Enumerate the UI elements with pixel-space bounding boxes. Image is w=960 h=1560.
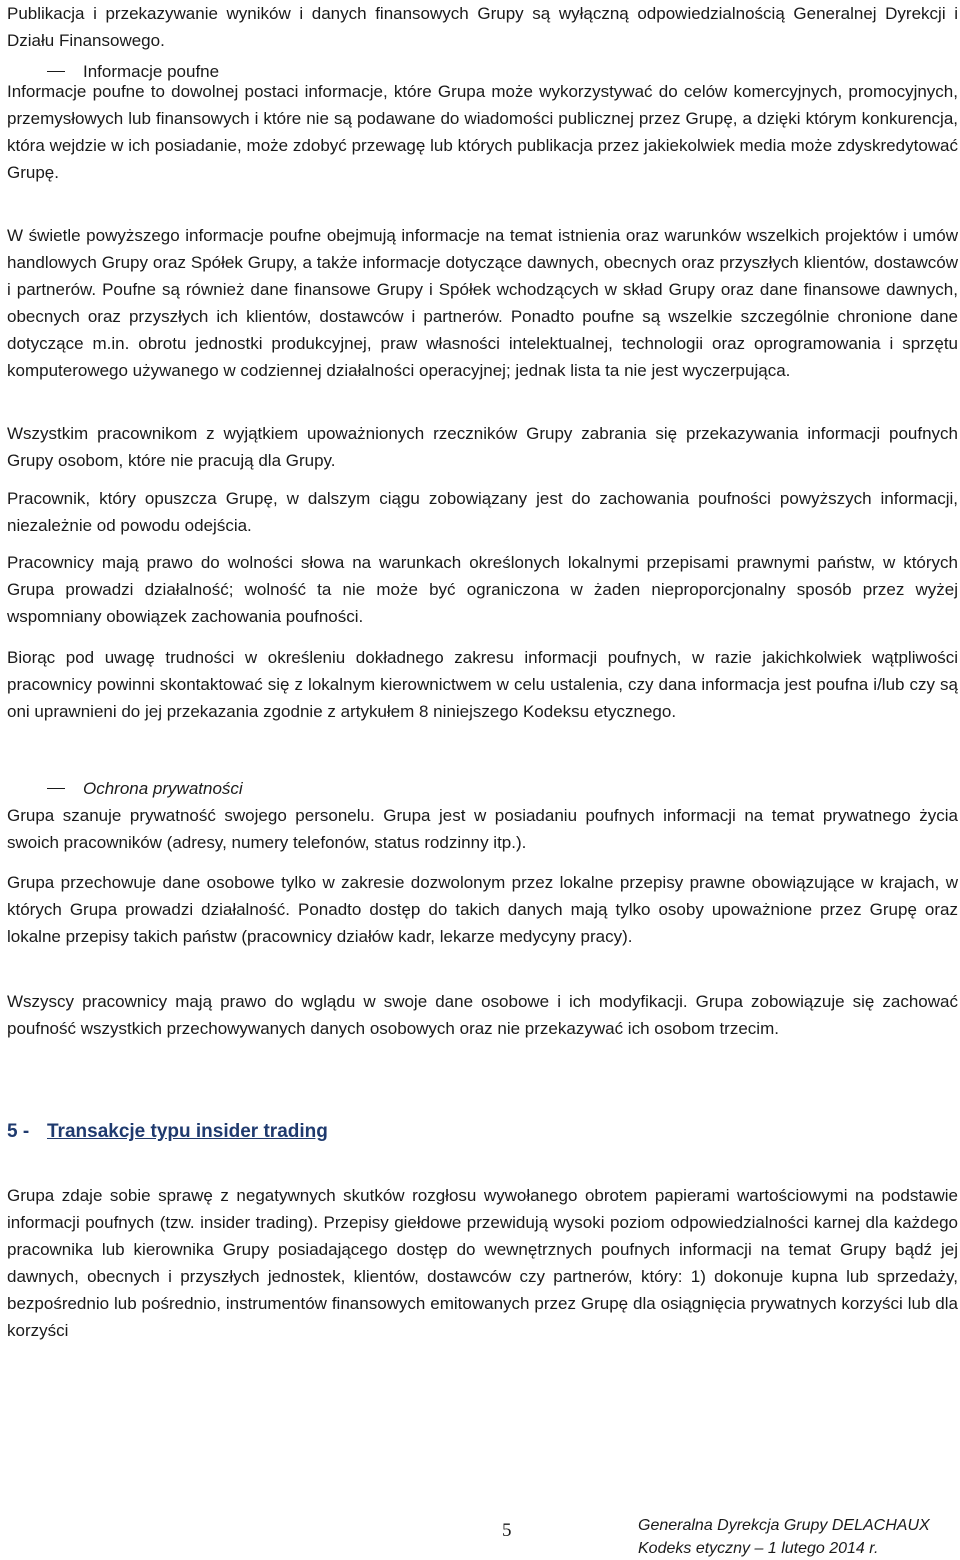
paragraph-free-speech: Pracownicy mają prawo do wolności słowa na warunkach określonych lokalnymi przepisami prawnymi państw, w których Grupa prowadzi działalność; wolność ta nie może być ograniczona w żaden nieproporcjonalny sposób przez wyżej wspomniany obowiązek zachowania poufności. <box>7 553 958 626</box>
footer-line-document: Kodeks etyczny – 1 lutego 2014 r. <box>638 1540 879 1557</box>
footer-line-organization: Generalna Dyrekcja Grupy DELACHAUX <box>638 1517 930 1534</box>
paragraph-contact-management: Biorąc pod uwagę trudności w określeniu dokładnego zakresu informacji poufnych, w razie jakichkolwiek wątpliwości pracownicy powinni skontaktować się z lokalnym kierownictwem w celu ustalenia, czy dana informacja jest poufna i/lub czy są oni uprawnieni do jej przekazania zgodnie z artykułem 8 niniejszego Kodeksu etycznego. <box>7 648 958 721</box>
paragraph-data-access: Wszyscy pracownicy mają prawo do wglądu w swoje dane osobowe i ich modyfikacji. Grupa zobowiązuje się zachować poufność wszystkich przechowywanych danych osobowych oraz nie przekazywać ich osobom trzecim. <box>7 992 958 1038</box>
subheading-confidential-label: Informacje poufne <box>83 62 220 81</box>
footer <box>638 1514 938 1560</box>
paragraph-confidential-scope: W świetle powyższego informacje poufne obejmują informacje na temat istnienia oraz warunków wszelkich projektów i umów handlowych Grupy oraz Spółek Grupy, a także informacje dotyczące dawnych, obecnych oraz przyszłych klientów, dostawców i partnerów. Poufne są również dane finansowe Grupy i Spółek wchodzących w skład Grupy oraz dane finansowe dawnych, obecnych oraz przyszłych ich klientów, dostawców i partnerów. Ponadto poufne są wszelkie szczególnie chronione dane dotyczące m.in. obrotu jednostki produkcyjnej, praw własności intelektualnej, technologii oraz oprogramowania i sprzętu komputerowego używanego w codziennej działalności operacyjnej; jednak lista ta nie jest wyczerpująca. <box>7 226 958 380</box>
section-title: Transakcje typu insider trading <box>47 1121 328 1142</box>
section-number: 5 - <box>7 1121 30 1142</box>
dash-bullet-icon <box>47 788 65 789</box>
page-number: 5 <box>502 1520 512 1541</box>
subheading-privacy-label: Ochrona prywatności <box>83 779 243 798</box>
dash-bullet-icon <box>47 71 65 72</box>
paragraph-leaving-employee: Pracownik, który opuszcza Grupę, w dalszym ciągu zobowiązany jest do zachowania poufności powyższych informacji, niezależnie od powodu odejścia. <box>7 489 958 535</box>
paragraph-personal-data: Grupa przechowuje dane osobowe tylko w zakresie dozwolonym przez lokalne przepisy prawne obowiązujące w krajach, w których Grupa prowadzi działalność. Ponadto dostęp do takich danych mają tylko osoby upoważnione przez Grupę oraz lokalne przepisy takich państw (pracownicy działów kadr, lekarze medycyny pracy). <box>7 873 958 946</box>
paragraph-disclosure-ban: Wszystkim pracownikom z wyjątkiem upoważnionych rzeczników Grupy zabrania się przekazywania informacji poufnych Grupy osobom, które nie pracują dla Grupy. <box>7 424 958 470</box>
paragraph-publication: Publikacja i przekazywanie wyników i danych finansowych Grupy są wyłączną odpowiedzialnością Generalnej Dyrekcji i Działu Finansowego. <box>7 4 958 50</box>
paragraph-confidential-definition: Informacje poufne to dowolnej postaci informacje, które Grupa może wykorzystywać do celów komercyjnych, promocyjnych, przemysłowych lub finansowych i które nie są podawane do wiadomości publicznej przez Grupę, a dzięki którym konkurencja, która wejdzie w ich posiadanie, może zdobyć przewagę lub których publikacja przez jakiekolwiek media może zdyskredytować Grupę. <box>7 82 958 182</box>
paragraph-privacy-respect: Grupa szanuje prywatność swojego personelu. Grupa jest w posiadaniu poufnych informacji na temat prywatnego życia swoich pracowników (adresy, numery telefonów, status rodzinny itp.). <box>7 806 958 852</box>
section-heading <box>7 1118 328 1146</box>
paragraph-insider-trading: Grupa zdaje sobie sprawę z negatywnych skutków rozgłosu wywołanego obrotem papierami wartościowymi na podstawie informacji poufnych (tzw. insider trading). Przepisy giełdowe przewidują wysoki poziom odpowiedzialności karnej dla każdego pracownika lub kierownika Grupy posiadającego dostęp do wewnętrznych poufnych informacji na temat Grupy bądź jej dawnych, obecnych i przyszłych jednostek, klientów, dostawców czy partnerów, który: 1) dokonuje kupna lub sprzedaży, bezpośrednio lub pośrednio, instrumentów finansowych emitowanych przez Grupę dla osiągnięcia prywatnych korzyści lub dla korzyści <box>7 1186 958 1340</box>
subheading-privacy <box>7 775 958 802</box>
